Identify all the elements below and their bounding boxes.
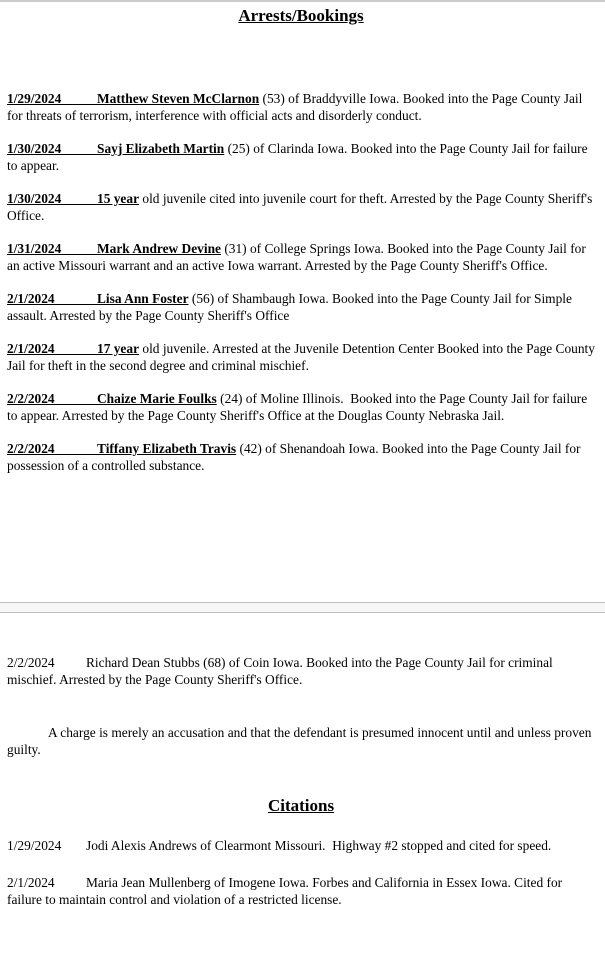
arrest-entry bbox=[7, 390, 595, 424]
arrest-entry bbox=[7, 140, 595, 174]
entry-details: Jodi Alexis Andrews of Clearmont Missouri. Highway #2 stopped and cited for speed. bbox=[86, 838, 552, 853]
entry-name: 17 year bbox=[97, 341, 140, 356]
entry-details: (68) of Coin Iowa. Booked into the Page County Jail for criminal mischief. Arrested by the Page County Sheriff's Office. bbox=[7, 655, 557, 687]
disclaimer-text: A charge is merely an accusation and that the defendant is presumed innocent until and unless proven guilty. bbox=[7, 725, 592, 757]
entry-date: 2/2/2024 bbox=[7, 440, 97, 457]
entry-date: 2/1/2024 bbox=[7, 340, 97, 357]
entry-date: 1/30/2024 bbox=[7, 190, 97, 207]
entry-date: 2/1/2024 bbox=[7, 290, 97, 307]
entry-details: (31) of College Springs Iowa. Booked into the Page County Jail for an active Missouri warrant and an active Iowa warrant. Arrested by the Page County Sheriff's Office. bbox=[7, 241, 590, 273]
arrests-section bbox=[7, 90, 599, 474]
arrest-entry bbox=[7, 440, 595, 474]
entry-date: 1/31/2024 bbox=[7, 240, 97, 257]
citations-title bbox=[7, 795, 595, 816]
entry-name: Mark Andrew Devine bbox=[97, 241, 221, 256]
entry-name: Matthew Steven McClarnon bbox=[97, 91, 260, 106]
entry-details: (42) of Shenandoah Iowa. Booked into the Page County Jail for possession of a controlled substance. bbox=[7, 441, 584, 473]
entry-name: Richard Dean Stubbs bbox=[86, 655, 200, 670]
citation-entry bbox=[7, 837, 595, 854]
page-break-divider bbox=[0, 602, 605, 613]
arrest-entry bbox=[7, 240, 595, 274]
entry-date: 2/2/2024 bbox=[7, 655, 55, 670]
arrest-entry bbox=[7, 90, 595, 124]
citations-title-text: Citations bbox=[267, 796, 335, 815]
page-title-text: Arrests/Bookings bbox=[238, 6, 364, 25]
entry-date: 1/29/2024 bbox=[7, 90, 97, 107]
entry-details: (53) of Braddyville Iowa. Booked into the Page County Jail for threats of terrorism, interference with official acts and disorderly conduct. bbox=[7, 91, 586, 123]
arrests-continued-section bbox=[7, 654, 595, 688]
entry-name: Lisa Ann Foster bbox=[97, 291, 189, 306]
citations-section bbox=[7, 837, 595, 908]
arrest-entry bbox=[7, 290, 595, 324]
entry-details: Maria Jean Mullenberg of Imogene Iowa. Forbes and California in Essex Iowa. Cited for failure to maintain control and violation of a restricted license. bbox=[7, 875, 566, 907]
entry-details: (24) of Moline Illinois. Booked into the Page County Jail for failure to appear. Arrested by the Page County Sheriff's Office at the Douglas County Nebraska Jail. bbox=[7, 391, 591, 423]
entry-details: old juvenile. Arrested at the Juvenile Detention Center Booked into the Page County Jail for theft in the second degree and criminal mischief. bbox=[7, 341, 599, 373]
page-title bbox=[7, 5, 595, 26]
arrest-entry bbox=[7, 190, 595, 224]
entry-date: 2/2/2024 bbox=[7, 390, 97, 407]
entry-date: 1/29/2024 bbox=[7, 838, 62, 853]
entry-details: old juvenile cited into juvenile court for theft. Arrested by the Page County Sheriff's Office. bbox=[7, 191, 596, 223]
arrest-entry bbox=[7, 340, 599, 374]
citation-entry bbox=[7, 874, 595, 908]
entry-name: Chaize Marie Foulks bbox=[97, 391, 217, 406]
entry-name: Tiffany Elizabeth Travis bbox=[97, 441, 237, 456]
entry-date: 1/30/2024 bbox=[7, 140, 97, 157]
entry-date: 2/1/2024 bbox=[7, 875, 55, 890]
entry-details: (25) of Clarinda Iowa. Booked into the Page County Jail for failure to appear. bbox=[7, 141, 591, 173]
entry-name: 15 year bbox=[97, 191, 140, 206]
entry-details: (56) of Shambaugh Iowa. Booked into the Page County Jail for Simple assault. Arrested by the Page County Sheriff's Office bbox=[7, 291, 576, 323]
entry-name: Sayj Elizabeth Martin bbox=[97, 141, 225, 156]
arrest-entry bbox=[7, 654, 595, 688]
